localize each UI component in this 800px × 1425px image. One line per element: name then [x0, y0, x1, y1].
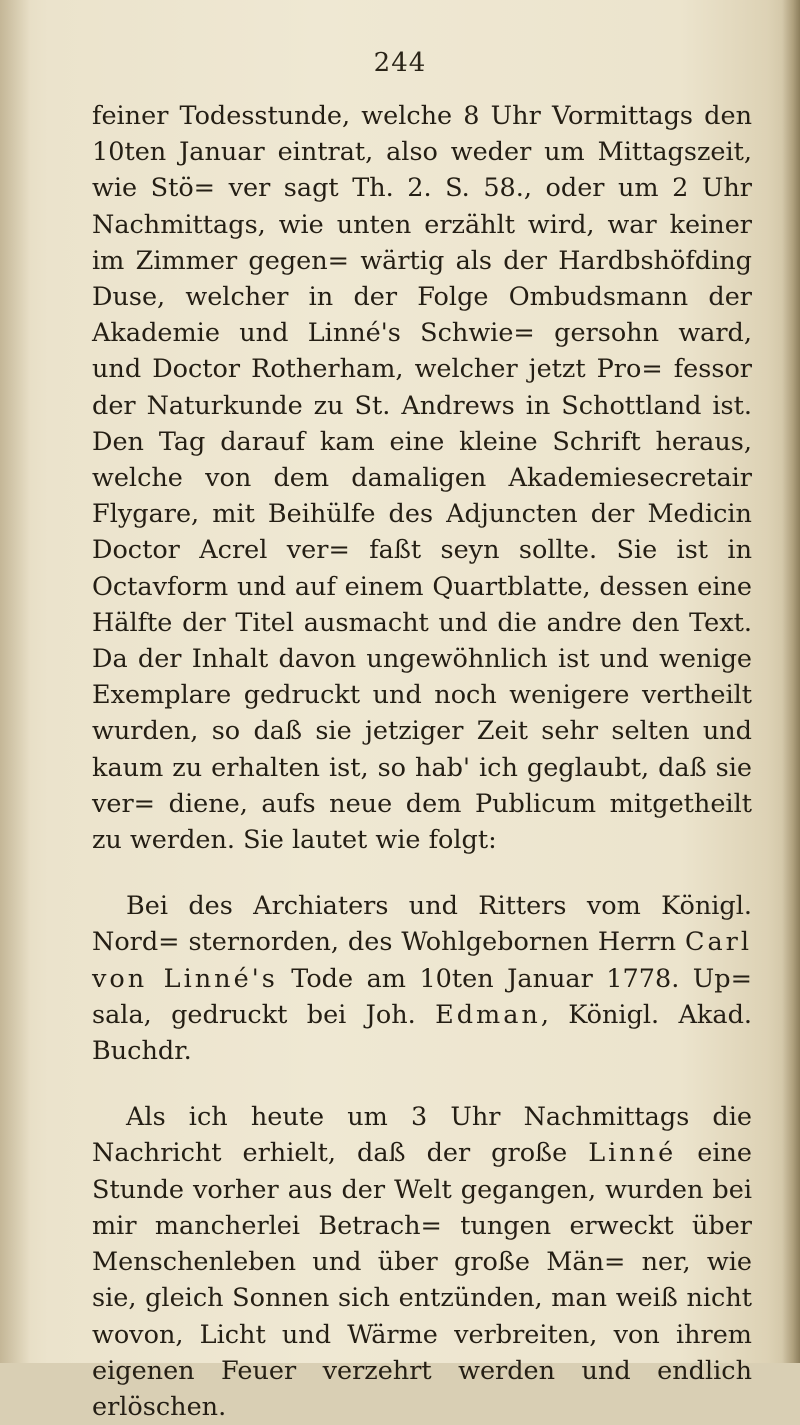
page-shadow-left: [0, 0, 30, 1363]
reflection-text-before: Als ich heute um 3 Uhr Nachmittags die Nachricht erhielt, daß der große: [92, 1102, 752, 1169]
paragraph-reflection: [92, 1099, 752, 1425]
paragraph-publication-title: [92, 888, 752, 1069]
page-edge-right: [782, 0, 800, 1363]
citation-text-before: Bei des Archiaters und Ritters vom Königl. Nord= sternorden, des Wohlgebornen Herrn: [92, 891, 752, 958]
citation-printer: Edman: [435, 999, 541, 1030]
citation-name: Carl von Linné's: [92, 927, 752, 994]
citation-text-after: Tode am 10ten Januar 1778. Up= sala, gedruckt bei Joh.: [92, 963, 752, 1030]
body-text: [92, 98, 752, 1425]
reflection-text-after: eine Stunde vorher aus der Welt gegangen, wurden bei mir mancherlei Betrach= tungen erweckt über Menschenleben und über große Män= ner, wie sie, gleich Sonnen sich entzünden, man weiß nicht wovon, Licht und Wärme verbreiten, von ihrem eigenen Feuer verzehrt werden und endlich erlöschen.: [92, 1138, 752, 1422]
citation-text-end: , Königl. Akad. Buchdr.: [92, 999, 752, 1067]
paragraph-death-account: feiner Todesstunde, welche 8 Uhr Vormittags den 10ten Januar eintrat, also weder um Mittagszeit, wie Stö= ver sagt Th. 2. S. 58., oder um 2 Uhr Nachmittags, wie unten erzählt wird, war keiner im Zimmer gegen= wärtig als der Hardbshöfding Duse, welcher in der Folge Ombudsmann der Akademie und Linné's Schwie= gersohn ward, und Doctor Rotherham, welcher jetzt Pro= fessor der Naturkunde zu St. Andrews in Schottland ist. Den Tag darauf kam eine kleine Schrift heraus, welche von dem damaligen Akademiesecretair Flygare, mit Beihülfe des Adjuncten der Medicin Doctor Acrel ver= faßt seyn sollte. Sie ist in Octavform und auf einem Quartblatte, dessen eine Hälfte der Titel ausmacht und die andre den Text. Da der Inhalt davon ungewöhnlich ist und wenige Exemplare gedruckt und noch wenigere vertheilt wurden, so daß sie jetziger Zeit sehr selten und kaum zu erhalten ist, so hab' ich geglaubt, daß sie ver= diene, aufs neue dem Publicum mitgetheilt zu werden. Sie lautet wie folgt:: [92, 101, 752, 856]
page-number: 244: [373, 48, 427, 78]
reflection-name: Linné: [588, 1138, 677, 1169]
